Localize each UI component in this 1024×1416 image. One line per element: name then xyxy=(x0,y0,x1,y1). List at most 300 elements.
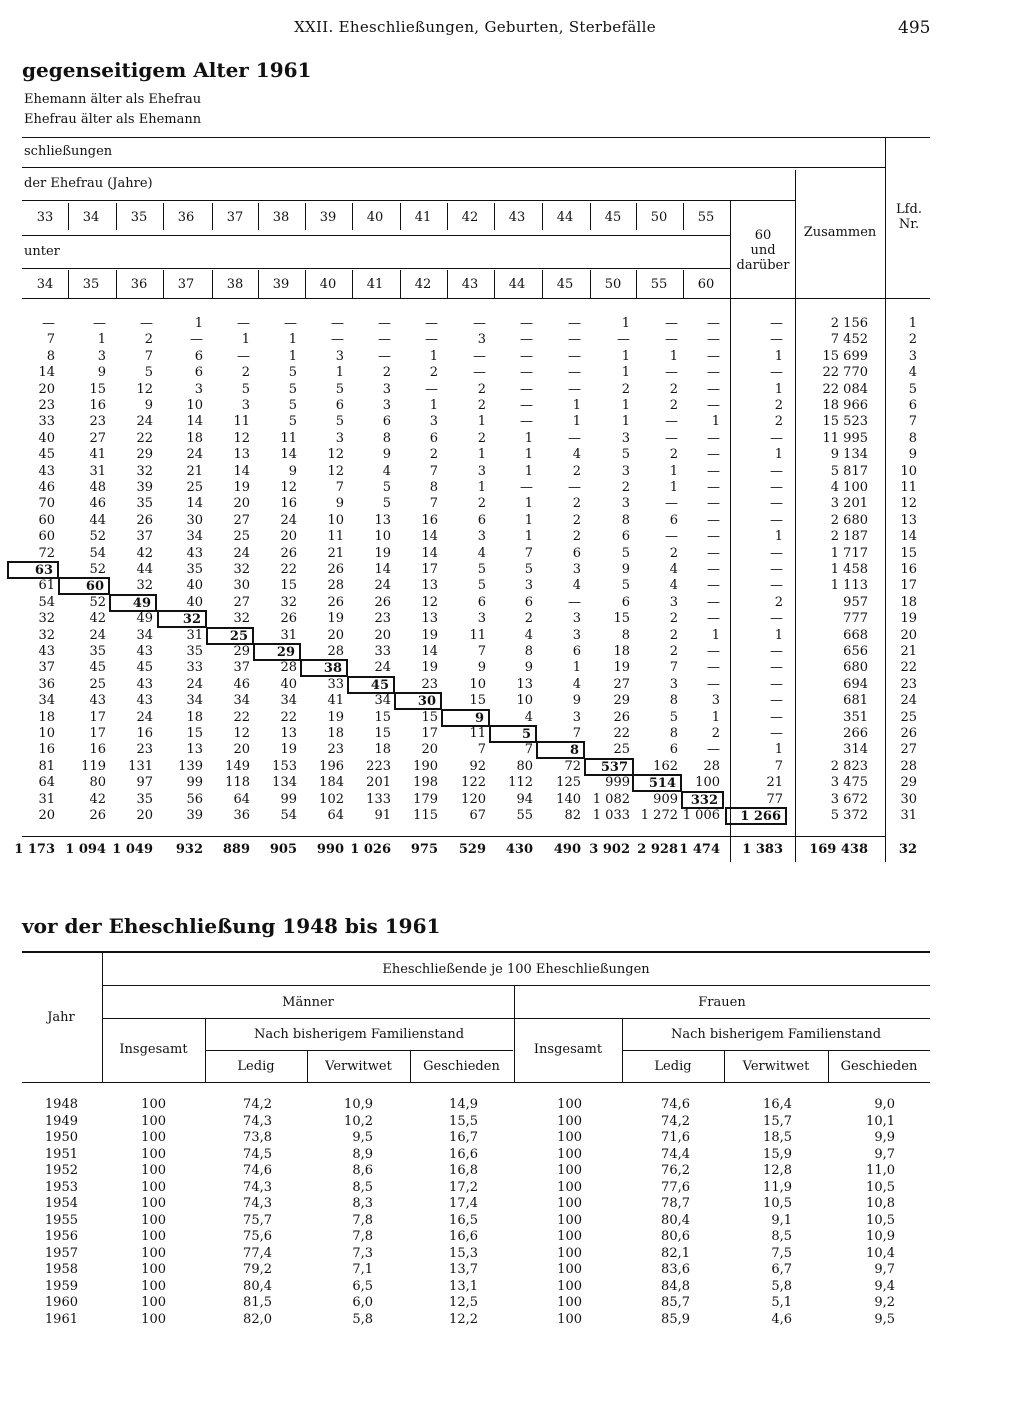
table-cell: 28 xyxy=(327,578,344,594)
table-cell: 3 xyxy=(97,348,106,364)
table-cell: 54 xyxy=(89,545,106,561)
table-cell: 11 xyxy=(233,414,250,430)
table-cell: — xyxy=(520,365,533,381)
table-cell: 100 xyxy=(141,1212,166,1228)
table-cell: 7 xyxy=(774,758,783,774)
table-cell: 1 xyxy=(774,447,783,463)
header-from-age: 40 xyxy=(366,210,384,225)
row-number: 15 xyxy=(900,545,917,561)
table-cell: — xyxy=(665,529,678,545)
table-cell: 1 xyxy=(774,529,783,545)
table-cell: — xyxy=(568,316,581,331)
table-cell: 118 xyxy=(225,775,250,791)
table-cell: 122 xyxy=(461,775,486,791)
table-cell: 3 xyxy=(572,627,581,643)
table-cell: 20 xyxy=(233,496,250,512)
table-cell: 10,8 xyxy=(866,1196,895,1211)
table-cell: 33 xyxy=(374,644,391,659)
table-cell: 42 xyxy=(89,791,106,807)
table-cell: 14 xyxy=(280,447,297,463)
table-cell: — xyxy=(770,316,783,331)
table-cell: 1 xyxy=(669,348,678,364)
table-cell: 35 xyxy=(186,644,203,659)
table-cell: 13 xyxy=(421,578,438,594)
header-rule xyxy=(22,951,930,953)
table-cell: 33 xyxy=(327,676,344,692)
table-cell: 4 xyxy=(382,463,391,479)
table-cell: 43 xyxy=(186,545,203,561)
table-cell: 120 xyxy=(461,791,486,807)
header-top: schließungen xyxy=(24,144,113,159)
table-cell: 2 xyxy=(621,480,630,495)
table-cell: 8,9 xyxy=(352,1146,373,1162)
table-cell: 20 xyxy=(38,808,55,823)
table-cell: 1 xyxy=(621,316,630,331)
table-cell: 8 xyxy=(46,348,55,364)
table-cell: 22 xyxy=(136,430,153,446)
table-cell: 8,5 xyxy=(352,1179,373,1195)
table-cell: 1 xyxy=(774,627,783,643)
table-cell: 10 xyxy=(374,529,391,545)
table-cell: — xyxy=(707,365,720,381)
table-cell: 6 xyxy=(382,414,391,430)
table-cell: 27 xyxy=(613,676,630,692)
table-cell: 41 xyxy=(327,693,344,709)
table-cell: 85,7 xyxy=(661,1295,690,1310)
row-number: 32 xyxy=(898,842,917,857)
table-cell: — xyxy=(770,430,783,446)
table-cell: 139 xyxy=(178,758,203,774)
header-to-age: 38 xyxy=(226,277,244,292)
table-cell: 16,8 xyxy=(449,1163,478,1178)
table-cell: 5 xyxy=(288,398,297,413)
table-cell: 32 xyxy=(233,611,250,627)
table-cell: 67 xyxy=(469,808,486,823)
table-cell: 119 xyxy=(81,758,106,774)
table-cell: 42 xyxy=(89,611,106,627)
table-cell: 25 xyxy=(613,742,630,758)
table-cell: 11,0 xyxy=(866,1163,895,1178)
table-cell: 21 xyxy=(766,775,783,791)
table-cell: 13 xyxy=(233,447,250,463)
table-cell: 2 xyxy=(711,726,720,741)
table-cell: 190 xyxy=(413,758,438,774)
table-cell: 2 xyxy=(524,611,533,627)
table-cell: 35 xyxy=(89,644,106,659)
table-cell: 6 xyxy=(477,594,486,610)
table-row xyxy=(0,644,930,660)
row-total: 694 xyxy=(843,676,868,692)
table-cell: 18,5 xyxy=(763,1130,792,1145)
header-separator xyxy=(636,203,637,230)
table-cell: 100 xyxy=(557,1179,582,1195)
table-cell: — xyxy=(707,529,720,545)
header-from-age: 39 xyxy=(319,210,337,225)
table-cell: 5,1 xyxy=(771,1295,792,1310)
table-cell: 100 xyxy=(141,1130,166,1145)
header-separator xyxy=(590,270,591,298)
table-cell: 14 xyxy=(38,365,55,381)
table-row xyxy=(0,726,930,742)
table-cell: 975 xyxy=(410,842,438,857)
table-cell: 4,6 xyxy=(771,1311,792,1327)
table-cell: 1 xyxy=(477,480,486,495)
table-cell: 8 xyxy=(621,512,630,528)
table-cell: 1 xyxy=(621,414,630,430)
table-cell: 1 049 xyxy=(112,842,153,857)
table-cell: 3 xyxy=(572,562,581,577)
table-cell: 5 xyxy=(382,480,391,495)
table-cell: 5 xyxy=(669,709,678,725)
header-to-age: 40 xyxy=(319,277,337,292)
header-separator xyxy=(352,203,353,230)
table-cell: 100 xyxy=(141,1179,166,1195)
table-cell: 32 xyxy=(280,594,297,610)
row-number: 12 xyxy=(900,496,917,512)
running-head: XXII. Eheschließungen, Geburten, Sterbefälle xyxy=(294,18,656,36)
table-cell: 97 xyxy=(136,775,153,791)
table-cell: 24 xyxy=(374,578,391,594)
header-women-ledig: Ledig xyxy=(654,1059,692,1074)
header-rule xyxy=(622,1050,930,1051)
table-cell: 8 xyxy=(536,741,585,759)
table-cell: 3 xyxy=(477,463,486,479)
table-cell: 36 xyxy=(233,808,250,823)
table-cell: 15,7 xyxy=(763,1113,792,1129)
table-row xyxy=(0,710,930,726)
header-rule xyxy=(22,268,730,269)
table-cell: 26 xyxy=(280,545,297,561)
table-cell: 2 xyxy=(774,398,783,413)
table-row xyxy=(0,382,930,398)
row-total: 957 xyxy=(843,594,868,610)
header-separator xyxy=(494,203,495,230)
table-cell: 21 xyxy=(186,463,203,479)
table-cell: 332 xyxy=(681,791,724,809)
table-cell: 18 xyxy=(38,709,55,725)
header-to-age: 34 xyxy=(36,277,54,292)
header-to-age: 45 xyxy=(556,277,574,292)
table-cell: 100 xyxy=(557,1146,582,1162)
header-from-age: 36 xyxy=(177,210,195,225)
header-from-age: 33 xyxy=(36,210,54,225)
table-cell: 15 xyxy=(186,726,203,741)
table-cell: — xyxy=(707,660,720,676)
table-cell: 48 xyxy=(89,480,106,495)
table-cell: 3 xyxy=(669,676,678,692)
table-cell: 7 xyxy=(477,742,486,758)
table-row xyxy=(0,496,930,512)
table-row xyxy=(0,792,930,808)
table-cell: 33 xyxy=(186,660,203,676)
row-total: 266 xyxy=(843,726,868,741)
table-row xyxy=(0,365,930,381)
header-rule xyxy=(22,200,795,201)
table-cell: 1 474 xyxy=(679,842,720,857)
table-cell: 1 006 xyxy=(682,808,720,823)
table-row xyxy=(0,742,930,758)
table-cell: 112 xyxy=(508,775,533,791)
table-cell: 2 xyxy=(774,414,783,430)
table-cell: 26 xyxy=(327,562,344,577)
header-separator xyxy=(68,270,69,298)
table-cell: 100 xyxy=(557,1229,582,1244)
table-cell: — xyxy=(707,398,720,413)
row-number: 5 xyxy=(908,381,917,397)
table-cell: — xyxy=(707,742,720,758)
table-cell: 6 xyxy=(524,594,533,610)
header-60-und-darueber: 60 und darüber xyxy=(736,228,790,273)
header-men: Männer xyxy=(282,995,334,1010)
table-cell: 5 xyxy=(144,365,153,381)
table-cell: 44 xyxy=(89,512,106,528)
table-cell: 10 xyxy=(516,693,533,709)
table-cell: 6 xyxy=(572,545,581,561)
table-cell: 5 xyxy=(621,578,630,594)
table-cell: 13 xyxy=(516,676,533,692)
table-cell: — xyxy=(707,676,720,692)
table-cell: 201 xyxy=(366,775,391,791)
table-cell: 17,4 xyxy=(449,1196,478,1211)
row-number: 9 xyxy=(908,447,917,463)
table-cell: 8 xyxy=(429,480,438,495)
table-cell: 37 xyxy=(38,660,55,676)
row-total: 351 xyxy=(843,709,868,725)
table-cell: — xyxy=(42,316,55,331)
header-women: Frauen xyxy=(698,995,746,1010)
table-cell: — xyxy=(568,430,581,446)
table-cell: 54 xyxy=(38,594,55,610)
table-cell: 1 xyxy=(774,381,783,397)
table-cell: 3 xyxy=(669,594,678,610)
table-cell: 43 xyxy=(38,463,55,479)
table-cell: 1 094 xyxy=(65,842,106,857)
table-cell: — xyxy=(770,693,783,709)
table-cell: — xyxy=(770,496,783,512)
table1-title: gegenseitigem Alter 1961 xyxy=(22,58,312,82)
table-cell: 198 xyxy=(413,775,438,791)
table-cell: 3 xyxy=(335,430,344,446)
row-total: 3 672 xyxy=(830,791,868,807)
table-cell: — xyxy=(707,611,720,627)
table-cell: 36 xyxy=(38,676,55,692)
table-cell: 82,1 xyxy=(661,1245,690,1261)
table-cell: 8,3 xyxy=(352,1196,373,1211)
table-cell: — xyxy=(707,545,720,561)
table-cell: 1 xyxy=(194,316,203,331)
table-cell: 74,3 xyxy=(243,1179,272,1195)
table-cell: 39 xyxy=(186,808,203,823)
table-cell: 60 xyxy=(38,512,55,528)
table-row xyxy=(0,529,930,545)
year-cell: 1954 xyxy=(44,1196,78,1211)
table-cell: 19 xyxy=(327,611,344,627)
table-cell: 5 xyxy=(489,725,537,743)
table-cell: 3 xyxy=(335,348,344,364)
table-cell: 92 xyxy=(469,758,486,774)
table-row xyxy=(0,759,930,775)
row-number: 20 xyxy=(900,627,917,643)
legend-older-wife: Ehefrau älter als Ehemann xyxy=(24,112,202,127)
table-cell: 140 xyxy=(556,791,581,807)
year-cell: 1957 xyxy=(44,1245,78,1261)
row-number: 18 xyxy=(900,594,917,610)
table-cell: 430 xyxy=(505,842,533,857)
table-cell: 14 xyxy=(374,562,391,577)
table-cell: 2 xyxy=(477,398,486,413)
table-cell: 1 xyxy=(774,348,783,364)
table-cell: 10,1 xyxy=(866,1113,895,1129)
table-cell: — xyxy=(707,348,720,364)
table-cell: 34 xyxy=(186,693,203,709)
table-cell: 19 xyxy=(374,545,391,561)
table-cell: 34 xyxy=(38,693,55,709)
table-cell: 41 xyxy=(89,447,106,463)
table-cell: 43 xyxy=(136,644,153,659)
header-rule xyxy=(22,137,930,138)
table-cell: 7 xyxy=(524,742,533,758)
table-cell: 81 xyxy=(38,758,55,774)
table-cell: — xyxy=(707,316,720,331)
table-cell: 3 902 xyxy=(589,842,630,857)
table-cell: 35 xyxy=(186,562,203,577)
table-cell: 16,6 xyxy=(449,1146,478,1162)
table-cell: 1 xyxy=(477,447,486,463)
table-cell: 34 xyxy=(374,693,391,709)
table-cell: — xyxy=(378,316,391,331)
table-cell: 1 xyxy=(524,529,533,545)
table-cell: 6 xyxy=(335,398,344,413)
table-cell: 12 xyxy=(327,447,344,463)
table-cell: 1 026 xyxy=(350,842,391,857)
table-cell: 9 xyxy=(382,447,391,463)
table-cell: 15,5 xyxy=(449,1113,478,1129)
header-separator xyxy=(116,203,117,230)
table-cell: 84,8 xyxy=(661,1278,690,1294)
year-cell: 1958 xyxy=(44,1262,78,1277)
table-cell: 490 xyxy=(553,842,581,857)
header-rule xyxy=(205,1050,513,1051)
table-cell: 12 xyxy=(233,726,250,741)
table-cell: 100 xyxy=(141,1295,166,1310)
table-cell: 27 xyxy=(89,430,106,446)
table-cell: 74,4 xyxy=(661,1146,690,1162)
table-cell: 7,8 xyxy=(352,1212,373,1228)
table-cell: 1 xyxy=(711,414,720,430)
header-women-total: Insgesamt xyxy=(533,1042,603,1057)
table-cell: 7 xyxy=(429,463,438,479)
table-cell: 100 xyxy=(141,1229,166,1244)
table-cell: — xyxy=(473,348,486,364)
table-cell: 3 xyxy=(429,414,438,430)
year-cell: 1951 xyxy=(44,1146,78,1162)
table-cell: 3 xyxy=(477,529,486,545)
header-separator xyxy=(400,203,401,230)
table-cell: 54 xyxy=(280,808,297,823)
row-total: 18 966 xyxy=(822,398,868,413)
table-cell: 99 xyxy=(186,775,203,791)
table-cell: 44 xyxy=(136,562,153,577)
table-cell: 18 xyxy=(374,742,391,758)
table-cell: 2 xyxy=(669,627,678,643)
table-cell: 3 xyxy=(711,693,720,709)
table-cell: 2 xyxy=(669,545,678,561)
row-number: 13 xyxy=(900,512,917,528)
table-cell: 100 xyxy=(141,1245,166,1261)
row-number: 27 xyxy=(900,742,917,758)
table-cell: 13 xyxy=(374,512,391,528)
header-to-age: 50 xyxy=(604,277,622,292)
table-cell: — xyxy=(568,480,581,495)
table-cell: 16,5 xyxy=(449,1212,478,1228)
table-cell: 15,3 xyxy=(449,1245,478,1261)
table-cell: — xyxy=(568,381,581,397)
header-from-age: 45 xyxy=(604,210,622,225)
table-cell: 25 xyxy=(89,676,106,692)
table-cell: 100 xyxy=(141,1196,166,1211)
header-separator xyxy=(494,270,495,298)
table-cell: — xyxy=(473,365,486,381)
table-cell: 5 xyxy=(621,447,630,463)
row-total: 314 xyxy=(843,742,868,758)
table-cell: 25 xyxy=(206,627,254,645)
table-cell: 91 xyxy=(374,808,391,823)
table-row xyxy=(0,677,930,693)
table-cell: 32 xyxy=(136,578,153,594)
table-cell: 18 xyxy=(186,430,203,446)
header-separator xyxy=(400,270,401,298)
table-cell: 15 xyxy=(421,709,438,725)
table-cell: — xyxy=(520,414,533,430)
table-cell: — xyxy=(331,316,344,331)
table-cell: 31 xyxy=(89,463,106,479)
header-separator xyxy=(683,203,684,230)
table-cell: 20 xyxy=(421,742,438,758)
table-cell: 100 xyxy=(557,1245,582,1261)
row-total: 777 xyxy=(843,611,868,627)
row-total: 1 717 xyxy=(830,545,868,561)
table-cell: 29 xyxy=(253,643,301,661)
table-cell: 7 xyxy=(335,480,344,495)
row-total: 5 817 xyxy=(830,463,868,479)
table-cell: 9 xyxy=(97,365,106,381)
table-cell: 1 xyxy=(669,480,678,495)
header-to-age: 43 xyxy=(461,277,479,292)
header-separator xyxy=(730,203,731,230)
table-cell: 3 xyxy=(572,611,581,627)
table-cell: 30 xyxy=(233,578,250,594)
table-cell: 24 xyxy=(186,447,203,463)
table-cell: 514 xyxy=(632,774,682,792)
table-cell: 17 xyxy=(89,726,106,741)
table-cell: 8 xyxy=(524,644,533,659)
table-row xyxy=(0,464,930,480)
table-cell: 100 xyxy=(557,1212,582,1228)
table-cell: 196 xyxy=(319,758,344,774)
table-row xyxy=(0,775,930,791)
table-cell: 12 xyxy=(421,594,438,610)
row-total: 2 187 xyxy=(830,529,868,545)
table-cell: 34 xyxy=(233,693,250,709)
table-cell: 1 xyxy=(477,414,486,430)
table-cell: — xyxy=(770,332,783,348)
year-cell: 1953 xyxy=(44,1179,78,1195)
table-cell: 11 xyxy=(280,430,297,446)
table-cell: 4 xyxy=(524,627,533,643)
table-cell: 6,7 xyxy=(771,1262,792,1277)
table-cell: 153 xyxy=(272,758,297,774)
table-cell: 20 xyxy=(374,627,391,643)
